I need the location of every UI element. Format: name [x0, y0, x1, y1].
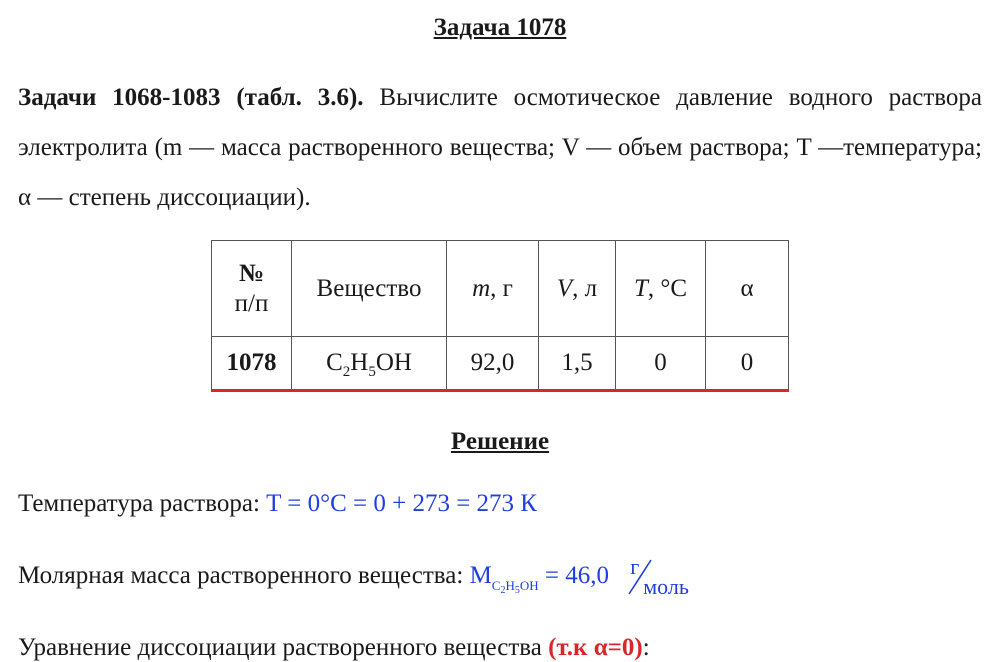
msub-c: C: [491, 578, 501, 593]
header-temp-unit: , °С: [647, 274, 688, 302]
header-mass-unit: , г: [490, 274, 513, 302]
header-volume-var: V: [556, 274, 573, 302]
msub-oh: OH: [519, 578, 539, 593]
cell-volume: 1,5: [539, 337, 616, 391]
header-substance: Вещество: [292, 241, 447, 337]
header-temp-var: T: [633, 274, 648, 302]
header-number: [212, 241, 292, 337]
cell-number: 1078: [212, 337, 292, 391]
formula-c-sub: 2: [342, 364, 351, 380]
temperature-label: Температура раствора:: [18, 490, 260, 517]
data-table: [211, 240, 789, 392]
formula-c: C: [326, 349, 343, 376]
header-volume-unit: , л: [572, 274, 598, 302]
unit-numerator: г: [630, 554, 640, 579]
header-mass-var: m: [472, 274, 491, 302]
header-volume: [539, 241, 616, 337]
header-alpha: α: [706, 241, 789, 337]
molar-subscript: [491, 578, 539, 596]
temperature-line: [18, 490, 537, 518]
molar-mass-label: Молярная масса растворенного вещества:: [18, 562, 464, 589]
molar-mass-line: [18, 554, 695, 599]
header-mass: [447, 241, 539, 337]
task-statement: [18, 73, 982, 223]
cell-mass: 92,0: [447, 337, 539, 391]
header-number-pp: п/п: [234, 289, 269, 317]
molar-mass-formula: [469, 554, 696, 599]
cell-alpha: 0: [706, 337, 789, 391]
solution-heading: Решение: [450, 428, 550, 455]
task-range-label: Задачи 1068-1083 (табл. 3.6).: [18, 84, 364, 111]
molar-unit: [615, 554, 695, 599]
cell-temperature: 0: [616, 337, 706, 391]
task-description: Вычислите осмотическое давление водного раствора электролита (m — масса растворенного вещества; V — объем раствора; T —температура; α — степень диссоциации).: [18, 84, 983, 211]
table-header-row: [212, 241, 789, 337]
task-title: Задача 1078: [433, 14, 567, 41]
table-row: [212, 337, 789, 391]
msub-h5: 5: [514, 585, 520, 596]
unit-denominator: моль: [643, 574, 689, 599]
msub-c2: 2: [500, 585, 506, 596]
molar-value: = 46,0: [544, 562, 609, 589]
molar-symbol: M: [469, 562, 492, 589]
formula-oh: OH: [375, 349, 412, 376]
dissociation-colon: :: [642, 634, 650, 661]
formula-h: H: [350, 349, 369, 376]
dissociation-line: [18, 634, 650, 662]
header-number-sign: №: [238, 259, 265, 287]
formula-h-sub: 5: [368, 364, 376, 380]
dissociation-label: Уравнение диссоциации растворенного вещества: [18, 634, 542, 661]
temperature-formula: T = 0°С = 0 + 273 = 273 К: [266, 490, 537, 517]
header-temperature: [616, 241, 706, 337]
cell-substance: [292, 337, 447, 391]
msub-h: H: [505, 578, 515, 593]
dissociation-note: (т.к α=0): [548, 634, 643, 661]
